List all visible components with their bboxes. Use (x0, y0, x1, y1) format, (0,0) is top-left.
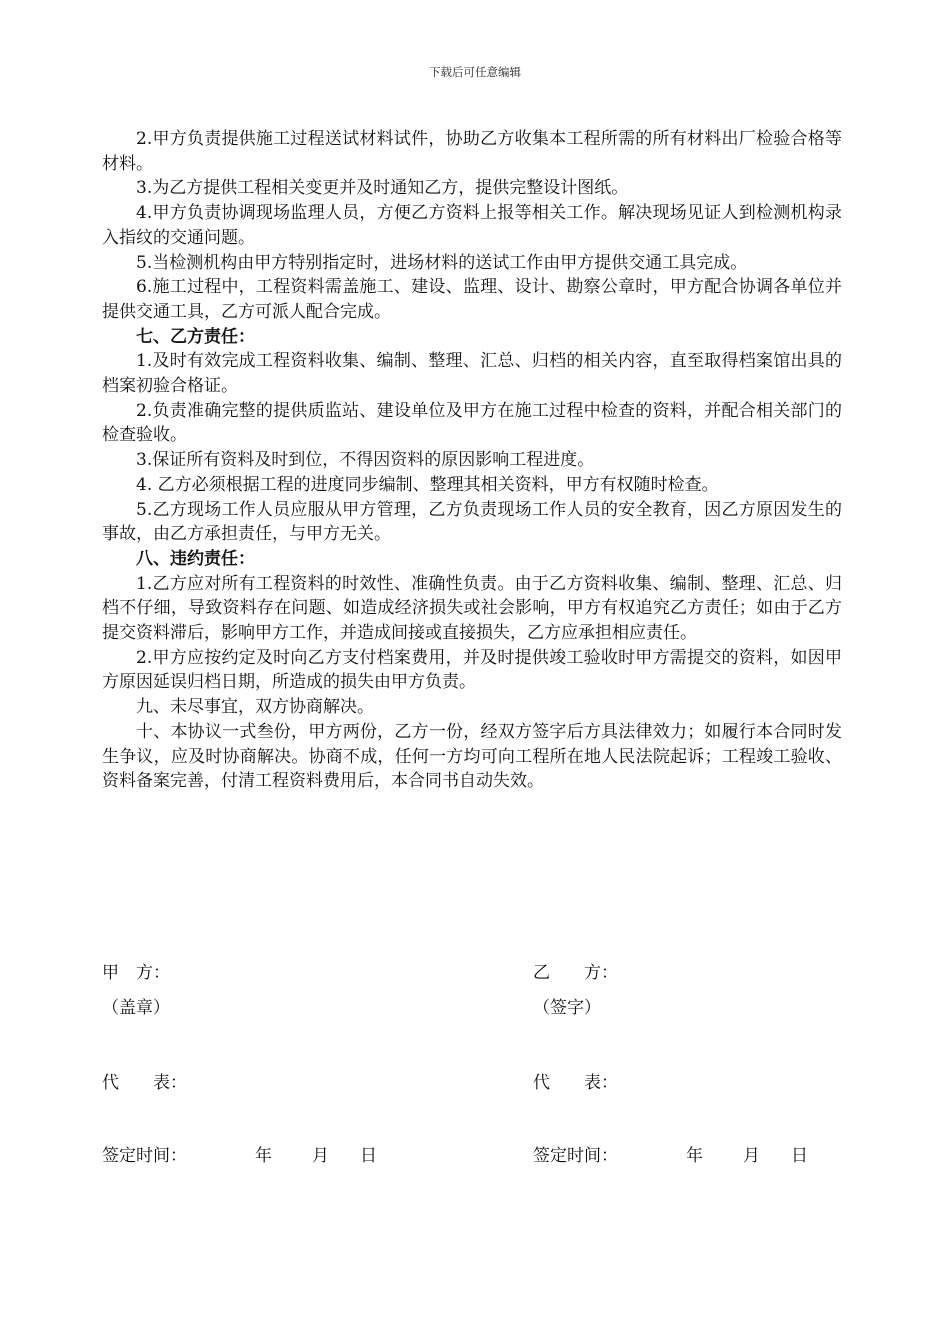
section-9: 九、未尽事宜，双方协商解决。 (136, 697, 374, 718)
clause-a3: 3.为乙方提供工程相关变更并及时通知乙方，提供完整设计图纸。 (136, 178, 629, 199)
day-label: 日 (360, 1146, 377, 1166)
clause-a4: 4.甲方负责协调现场监理人员，方便乙方资料上报等相关工作。解决现场见证人到检测机构录入指纹的交通问题。 (102, 203, 842, 248)
party-b-representative-label: 代 表： (533, 1073, 618, 1093)
section-8-heading: 八、违约责任： (136, 548, 255, 569)
contract-body (102, 127, 842, 794)
party-b-sign-note: （签字） (533, 998, 601, 1018)
date-label: 签定时间： (102, 1146, 187, 1166)
day-label: 日 (791, 1146, 808, 1166)
party-a-seal-note: （盖章） (102, 998, 170, 1018)
section-10: 十、本协议一式叁份，甲方两份，乙方一份，经双方签字后方具法律效力；如履行本合同时发生争议，应及时协商解决。协商不成，任何一方均可向工程所在地人民法院起诉；工程竣工验收、资料备案完善，付清工程资料费用后，本合同书自动失效。 (102, 721, 842, 792)
clause-a6: 6.施工过程中，工程资料需盖施工、建设、监理、设计、勘察公章时，甲方配合协调各单位并提供交通工具，乙方可派人配合完成。 (102, 277, 842, 322)
clause-b2: 2.负责准确完整的提供质监站、建设单位及甲方在施工过程中检查的资料，并配合相关部门的检查验收。 (102, 400, 842, 446)
clause-a5: 5.当检测机构由甲方特别指定时，进场材料的送试工作由甲方提供交通工具完成。 (136, 252, 748, 273)
page-header: 下载后可任意编辑 (429, 65, 521, 79)
party-a-label: 甲 方： (102, 963, 170, 983)
year-label: 年 (255, 1146, 272, 1166)
month-label: 月 (312, 1146, 329, 1166)
section-7-heading: 七、乙方责任： (136, 326, 255, 347)
party-a-representative-label: 代 表： (102, 1073, 187, 1093)
party-b-label: 乙 方： (533, 963, 618, 983)
year-label: 年 (686, 1146, 703, 1166)
clause-b1: 1.及时有效完成工程资料收集、编制、整理、汇总、归档的相关内容，直至取得档案馆出具的档案初验合格证。 (102, 351, 842, 397)
month-label: 月 (743, 1146, 760, 1166)
clause-c2: 2.甲方应按约定及时向乙方支付档案费用，并及时提供竣工验收时甲方需提交的资料，如因甲方原因延误归档日期，所造成的损失由甲方负责。 (102, 647, 842, 693)
clause-b4: 4. 乙方必须根据工程的进度同步编制、整理其相关资料，甲方有权随时检查。 (136, 474, 719, 495)
clause-b5: 5.乙方现场工作人员应服从甲方管理，乙方负责现场工作人员的安全教育，因乙方原因发生的事故，由乙方承担责任，与甲方无关。 (102, 499, 842, 545)
date-label: 签定时间： (533, 1146, 618, 1166)
clause-b3: 3.保证所有资料及时到位，不得因资料的原因影响工程进度。 (136, 450, 595, 471)
clause-a2: 2.甲方负责提供施工过程送试材料试件，协助乙方收集本工程所需的所有材料出厂检验合格等材料。 (102, 129, 842, 174)
clause-c1: 1.乙方应对所有工程资料的时效性、准确性负责。由于乙方资料收集、编制、整理、汇总、归档不仔细，导致资料存在问题、如造成经济损失或社会影响，甲方有权追究乙方责任；如由于乙方提交资料滞后，影响甲方工作，并造成间接或直接损失，乙方应承担相应责任。 (102, 573, 842, 644)
